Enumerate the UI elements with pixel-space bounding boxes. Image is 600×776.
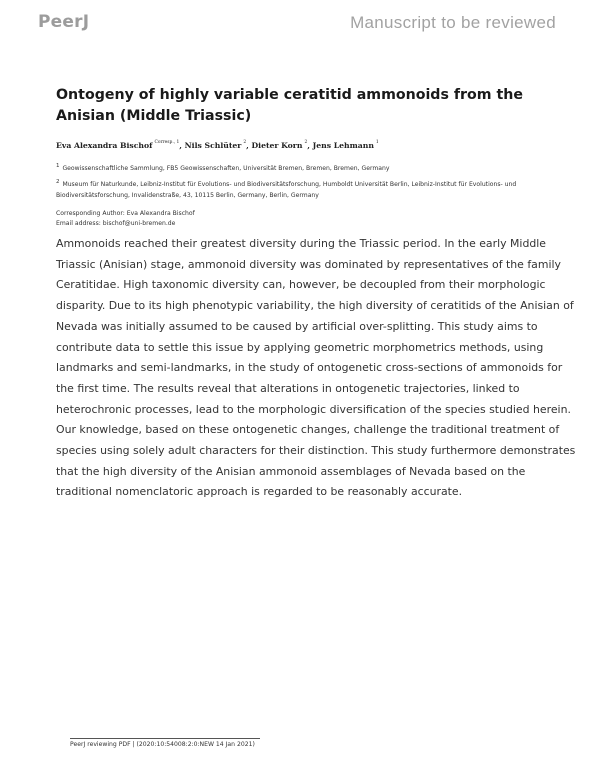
author-affiliation-mark: 2 bbox=[243, 140, 247, 145]
author-name: Dieter Korn bbox=[251, 141, 303, 150]
author-name: Jens Lehmann bbox=[312, 141, 374, 150]
paper-title: Ontogeny of highly variable ceratitid ammonoids from the Anisian (Middle Triassic) bbox=[56, 87, 523, 124]
author-name: Nils Schlüter bbox=[184, 141, 242, 150]
corresponding-author: Corresponding Author: Eva Alexandra Bischof bbox=[56, 210, 195, 217]
abstract: Ammonoids reached their greatest diversity during the Triassic period. In the early Middle Triassic (Anisian) stage, ammonoid diversity was dominated by representatives of the family Ceratitidae. High taxonomic diversity can, however, be decoupled from their morphologic disparity. Due to its high phenotypic variability, the high diversity of ceratitids of the Anisian of Nevada was initially assumed to be caused by artificial over-splitting. This study aims to contribute data to settle this issue by applying geometric morphometrics methods, using landmarks and semi-landmarks, in the study of ontogenetic cross-sections of ammonoids for the first time. The results reveal that alterations in ontogenetic trajectories, linked to heterochronic processes, lead to the morphologic diversification of the species studied herein. Our knowledge, based on these ontogenetic changes, challenge the traditional treatment of species using solely adult characters for their distinction. This study furthermore demonstrates that the high diversity of the Anisian ammonoid assemblages of Nevada based on the traditional nomenclatoric approach is regarded to be reasonably accurate. bbox=[56, 237, 576, 499]
footer-text: PeerJ reviewing PDF | (2020:10:54008:2:0:NEW 14 Jan 2021) bbox=[70, 741, 255, 748]
affiliation-number: 2 bbox=[56, 179, 60, 185]
affiliation bbox=[56, 161, 556, 174]
review-status: Manuscript to be reviewed bbox=[350, 13, 556, 32]
affiliation-number: 1 bbox=[56, 163, 60, 169]
email-address: Email address: bischof@uni-bremen.de bbox=[56, 219, 176, 227]
affiliation-text: Geowissenschaftliche Sammlung, FB5 Geowissenschaften, Universität Bremen, Bremen, Bremen, Germany bbox=[62, 165, 390, 172]
correspondence-block bbox=[56, 209, 556, 228]
author-affiliation-mark: 2 bbox=[304, 140, 308, 145]
author-affiliation-mark: 1 bbox=[375, 140, 379, 145]
affiliation bbox=[56, 177, 556, 201]
footer-rule bbox=[70, 738, 260, 739]
peerj-logo: PeerJ bbox=[38, 12, 90, 32]
author-list: Eva Alexandra Bischof $^{Corresp., 1}$, Nils Schlüter $^2$, Dieter Korn $^2$, Jens Lehmann $^1$ bbox=[56, 140, 379, 150]
affiliation-text: Museum für Naturkunde, Leibniz-Institut für Evolutions- und Biodiversitätsforschung, Humboldt Universität Berlin, Leibniz-Institut für Evolutions- und Biodiversitätsforschung, Invalidenstraße, 43, 10115 Berlin, Germany, Berlin, Germany bbox=[56, 181, 517, 199]
author-name: Eva Alexandra Bischof bbox=[56, 141, 153, 150]
author-affiliation-mark: Corresp., 1 bbox=[154, 140, 180, 145]
